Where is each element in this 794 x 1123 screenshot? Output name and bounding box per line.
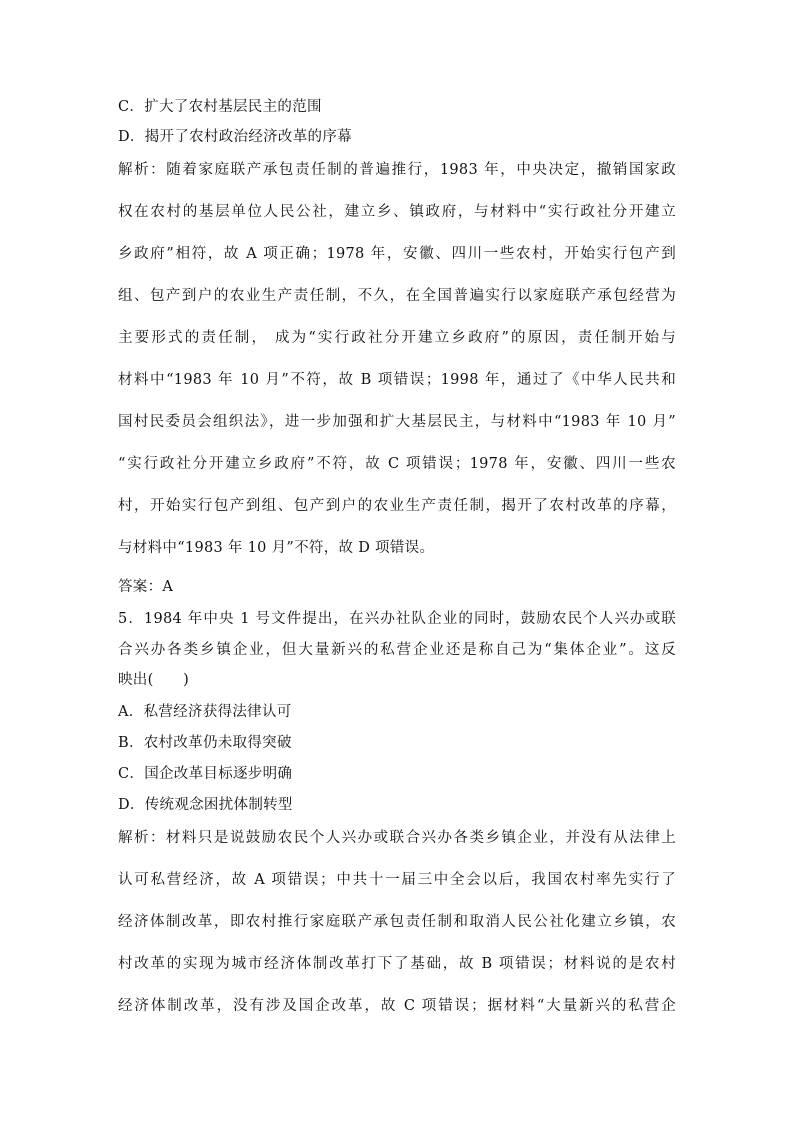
analysis-line: 组、包产到户的农业生产责任制，不久，在全国普遍实行以家庭联产承包经营为	[118, 288, 676, 304]
option-c: C．国企改革目标逐步明确	[118, 766, 293, 782]
analysis-line: 权在农村的基层单位人民公社，建立乡、镇政府，与材料中“实行政社分开建立	[118, 204, 676, 220]
option-c: C．扩大了农村基层民主的范围	[118, 99, 322, 115]
analysis-line: 经济体制改革，即农村推行家庭联产承包责任制和取消人民公社化建立乡镇，农	[118, 914, 676, 930]
option-d: D．揭开了农村政治经济改革的序幕	[118, 129, 352, 145]
question-stem-line: 5．1984 年中央 1 号文件提出，在兴办社队企业的同时，鼓励农民个人兴办或联	[118, 611, 676, 627]
analysis-line: 村，开始实行包产到组、包产到户的农业生产责任制，揭开了农村改革的序幕，	[118, 498, 676, 514]
question-stem-line: 合兴办各类乡镇企业，但大量新兴的私营企业还是称自己为“集体企业”。这反	[118, 642, 676, 658]
analysis-line: 主要形式的责任制， 成为“实行政社分开建立乡政府”的原因，责任制开始与	[118, 330, 676, 346]
analysis-line: 经济体制改革，没有涉及国企改革，故 C 项错误；据材料“大量新兴的私营企	[118, 998, 676, 1014]
analysis-line: “实行政社分开建立乡政府”不符，故 C 项错误；1978 年，安徽、四川一些农	[118, 456, 676, 472]
option-d: D．传统观念困扰体制转型	[118, 797, 293, 813]
option-b: B．农村改革仍未取得突破	[118, 735, 292, 751]
answer-line: 答案：A	[118, 579, 174, 595]
analysis-line: 材料中“1983 年 10 月”不符，故 B 项错误；1998 年，通过了《中华人民共和	[118, 372, 676, 388]
analysis-line: 与材料中“1983 年 10 月”不符，故 D 项错误。	[118, 540, 435, 556]
analysis-line: 解析：材料只是说鼓励农民个人兴办或联合兴办各类乡镇企业，并没有从法律上	[118, 830, 676, 846]
option-a: A．私营经济获得法律认可	[118, 704, 292, 720]
analysis-line: 村改革的实现为城市经济体制改革打下了基础，故 B 项错误；材料说的是农村	[118, 956, 676, 972]
analysis-line: 解析：随着家庭联产承包责任制的普遍推行，1983 年，中央决定，撤销国家政	[118, 162, 676, 178]
analysis-line: 认可私营经济，故 A 项错误；中共十一届三中全会以后，我国农村率先实行了	[118, 872, 676, 888]
analysis-line: 国村民委员会组织法》，进一步加强和扩大基层民主，与材料中“1983 年 10 月”	[118, 414, 676, 430]
analysis-line: 乡政府”相符，故 A 项正确；1978 年，安徽、四川一些农村，开始实行包产到	[118, 246, 676, 262]
question-stem-line: 映出( )	[118, 672, 190, 688]
